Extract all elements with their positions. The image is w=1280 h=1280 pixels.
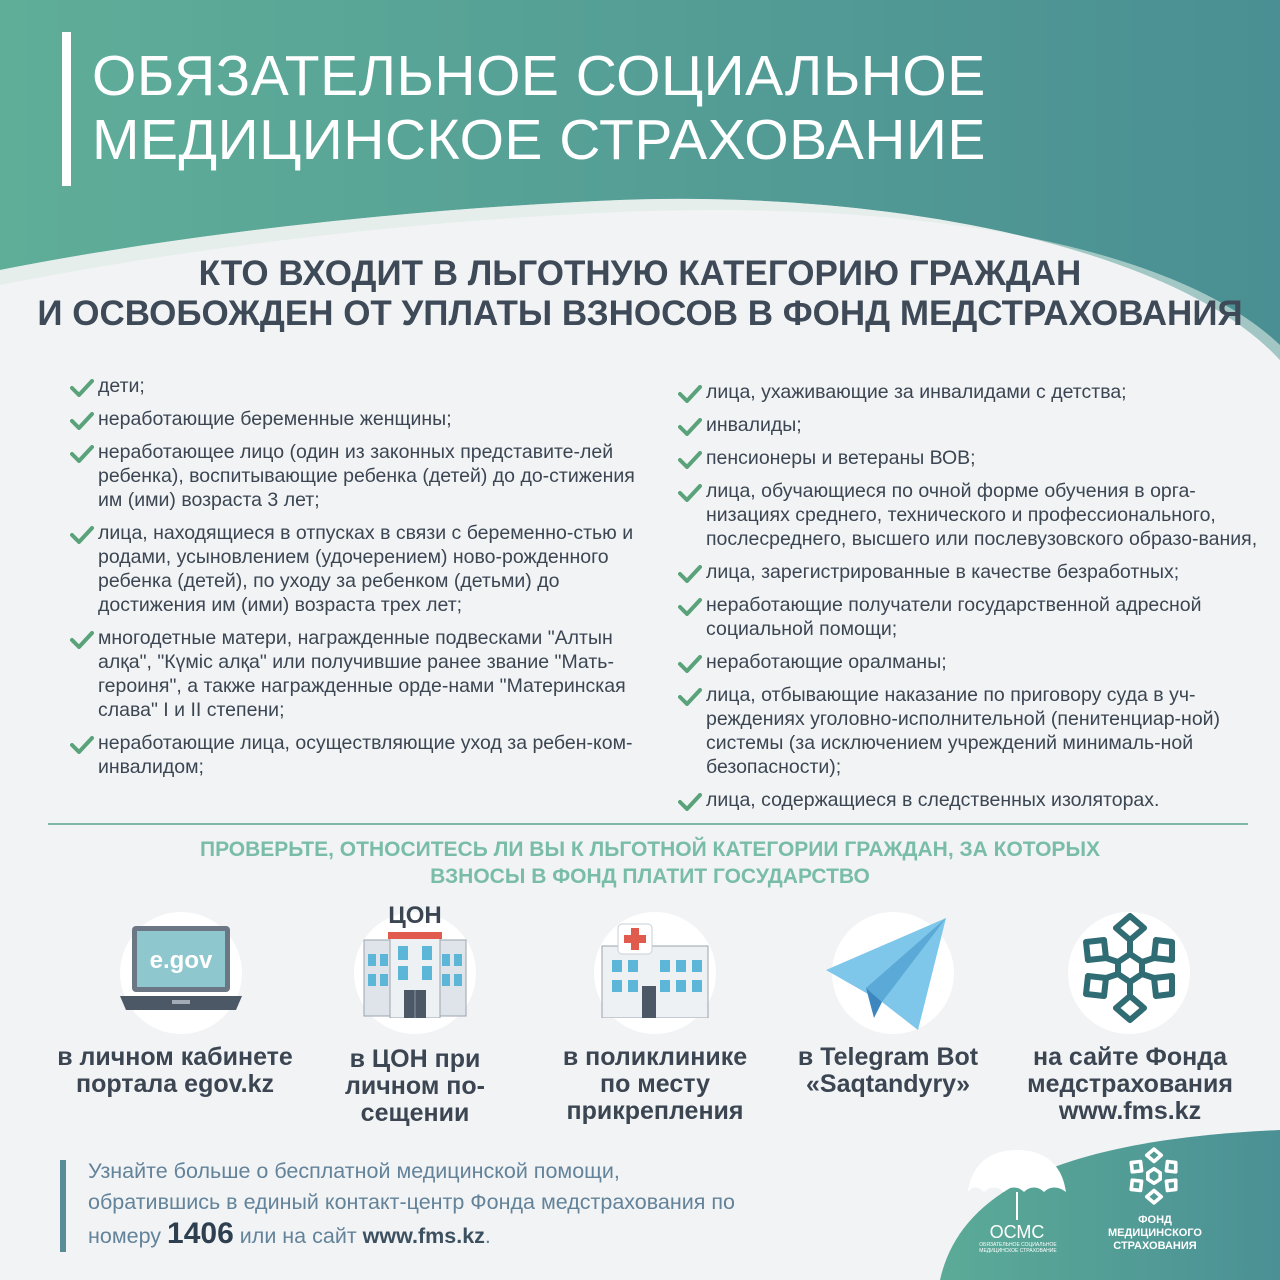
list-item-text: неработающие оралманы; — [706, 651, 947, 673]
list-item — [678, 479, 1258, 551]
checkmark-icon — [678, 565, 702, 583]
footer-line-3-mid: или на сайт — [239, 1224, 357, 1248]
list-item — [70, 440, 640, 512]
footer-line-1: Узнайте больше о бесплатной медицинской помощи, — [88, 1159, 620, 1183]
section-heading — [0, 254, 1280, 334]
list-item-text: неработающие беременные женщины; — [98, 408, 452, 430]
hospital-icon — [598, 920, 712, 1018]
osms-logo-subtext: ОБЯЗАТЕЛЬНОЕ СОЦИАЛЬНОЕ МЕДИЦИНСКОЕ СТРАХОВАНИЕ — [979, 1242, 1057, 1254]
list-item-text: лица, содержащиеся в следственных изоляторах. — [706, 789, 1160, 811]
egov-label — [30, 1044, 320, 1098]
con-label — [330, 1046, 500, 1127]
list-item-text: лица, отбывающие наказание по приговору суда в уч-реждениях уголовно-исполнительной (пенитенциар-ной) системы (за исключением учреждений минималь-ной безопасности); — [706, 684, 1221, 778]
fms-label-line-3: www.fms.kz — [1058, 1097, 1202, 1125]
footer-site-link: www.fms.kz — [362, 1224, 485, 1248]
checkmark-icon — [70, 736, 94, 754]
clinic-label-line-2: по месту — [599, 1070, 711, 1098]
fms-label-line-1: на сайте Фонда — [1032, 1043, 1227, 1071]
page-title — [92, 44, 1192, 172]
list-item-text: инвалиды; — [706, 414, 802, 436]
checkmark-icon — [70, 445, 94, 463]
checkmark-icon — [70, 412, 94, 430]
fms-label — [1006, 1044, 1254, 1125]
list-item — [678, 683, 1258, 779]
list-item-text: лица, обучающиеся по очной форме обучения в орга-низациях среднего, технического и профессионального, послесреднего, высшего или послевузовского образо-вания, — [706, 480, 1258, 550]
fms-logo-line-1: ФОНД — [1138, 1214, 1172, 1226]
con-label-line-1: в ЦОН при — [349, 1045, 481, 1073]
list-item-text: лица, зарегистрированные в качестве безработных; — [706, 561, 1180, 583]
fms-logo-line-3: СТРАХОВАНИЯ — [1113, 1240, 1197, 1252]
phone-number: 1406 — [167, 1217, 234, 1250]
checkmark-icon — [678, 793, 702, 811]
fms-logo-icon — [1072, 910, 1188, 1026]
list-item-text: лица, находящиеся в отпусках в связи с беременно-стью и родами, усыновлением (удочерением) ново-рожденного ребенка (детей), по уходу за ребенком (детьми) до достижения им (ими) возраста трех лет; — [98, 522, 634, 616]
telegram-label-line-2: «Saqtandyry» — [806, 1070, 970, 1098]
section-heading-line-1: КТО ВХОДИТ В ЛЬГОТНУЮ КАТЕГОРИЮ ГРАЖДАН — [198, 254, 1082, 293]
check-heading-line-1: ПРОВЕРЬТЕ, ОТНОСИТЕСЬ ЛИ ВЫ К ЛЬГОТНОЙ КАТЕГОРИИ ГРАЖДАН, ЗА КОТОРЫХ — [199, 838, 1101, 861]
telegram-label-line-1: в Telegram Bot — [797, 1043, 979, 1071]
list-item-text: дети; — [98, 375, 145, 397]
clinic-label-line-1: в поликлинике — [562, 1043, 748, 1071]
checkmark-icon — [678, 418, 702, 436]
section-divider — [48, 823, 1248, 825]
list-item-text: неработающие лица, осуществляющие уход за ребен-ком-инвалидом; — [98, 732, 633, 778]
egov-icon-text: e.gov — [149, 947, 213, 974]
footer-line-3-prefix: номеру — [88, 1224, 162, 1248]
list-item — [678, 380, 1258, 404]
checkmark-icon — [678, 598, 702, 616]
checkmark-icon — [678, 688, 702, 706]
fms-footer-logo-text — [1090, 1214, 1220, 1253]
list-item — [70, 521, 640, 617]
list-item-text: лица, ухаживающие за инвалидами с детства; — [706, 381, 1127, 403]
list-item — [70, 407, 640, 431]
check-heading — [0, 836, 1280, 890]
list-item — [678, 788, 1258, 812]
clinic-label-line-3: прикрепления — [566, 1097, 744, 1125]
list-item — [70, 731, 640, 779]
footer-line-2: обратившись в единый контакт-центр Фонда медстрахования по — [88, 1190, 735, 1214]
list-item — [678, 446, 1258, 470]
laptop-icon — [118, 922, 244, 1014]
checkmark-icon — [70, 631, 94, 649]
telegram-label — [770, 1044, 1006, 1098]
check-heading-line-2: ВЗНОСЫ В ФОНД ПЛАТИТ ГОСУДАРСТВО — [430, 865, 870, 888]
footer-note — [88, 1156, 868, 1252]
egov-label-line-1: в личном кабинете — [57, 1043, 293, 1071]
building-icon — [360, 932, 470, 1018]
checkmark-icon — [678, 385, 702, 403]
footer-line-3-end: . — [484, 1224, 491, 1248]
page-title-line-1: ОБЯЗАТЕЛЬНОЕ СОЦИАЛЬНОЕ — [92, 44, 986, 108]
list-item-text: неработающие получатели государственной адресной социальной помощи; — [706, 594, 1202, 640]
con-label-line-2: личном по- — [345, 1072, 485, 1100]
page-title-line-2: МЕДИЦИНСКОЕ СТРАХОВАНИЕ — [92, 108, 986, 172]
right-category-list — [678, 380, 1258, 821]
list-item — [678, 650, 1258, 674]
checkmark-icon — [678, 484, 702, 502]
telegram-icon — [822, 914, 950, 1034]
egov-label-line-2: портала egov.kz — [75, 1070, 275, 1098]
checkmark-icon — [678, 451, 702, 469]
list-item — [678, 593, 1258, 641]
checkmark-icon — [678, 655, 702, 673]
con-label-line-3: сещении — [360, 1099, 470, 1127]
list-item-text: многодетные матери, награжденные подвесками "Алтын алқа", "Күміс алқа" или получившие ранее звание "Мать-героиня", а также награжденные орде-нами "Материнская слава" I и II степени; — [98, 627, 626, 721]
title-accent-bar — [62, 32, 71, 186]
footer-accent-bar — [60, 1160, 66, 1252]
list-item — [70, 626, 640, 722]
fms-label-line-2: медстрахования — [1027, 1070, 1233, 1098]
fms-logo-line-2: МЕДИЦИНСКОГО — [1108, 1227, 1202, 1239]
footer-line-3 — [88, 1218, 868, 1252]
list-item — [70, 374, 640, 398]
list-item — [678, 413, 1258, 437]
checkmark-icon — [70, 526, 94, 544]
list-item-text: неработающее лицо (один из законных представите-лей ребенка), воспитывающие ребенка (детей) до до-стижения им (ими) возраста 3 лет; — [98, 441, 635, 511]
checkmark-icon — [70, 379, 94, 397]
list-item-text: пенсионеры и ветераны ВОВ; — [706, 447, 976, 469]
fms-footer-logo-icon — [1124, 1146, 1184, 1206]
con-icon-label: ЦОН — [388, 902, 442, 929]
left-category-list — [70, 374, 640, 788]
osms-logo-text: ОСМС — [989, 1222, 1045, 1242]
list-item — [678, 560, 1258, 584]
clinic-label — [540, 1044, 770, 1125]
section-heading-line-2: И ОСВОБОЖДЕН ОТ УПЛАТЫ ВЗНОСОВ В ФОНД МЕДСТРАХОВАНИЯ — [37, 294, 1243, 333]
